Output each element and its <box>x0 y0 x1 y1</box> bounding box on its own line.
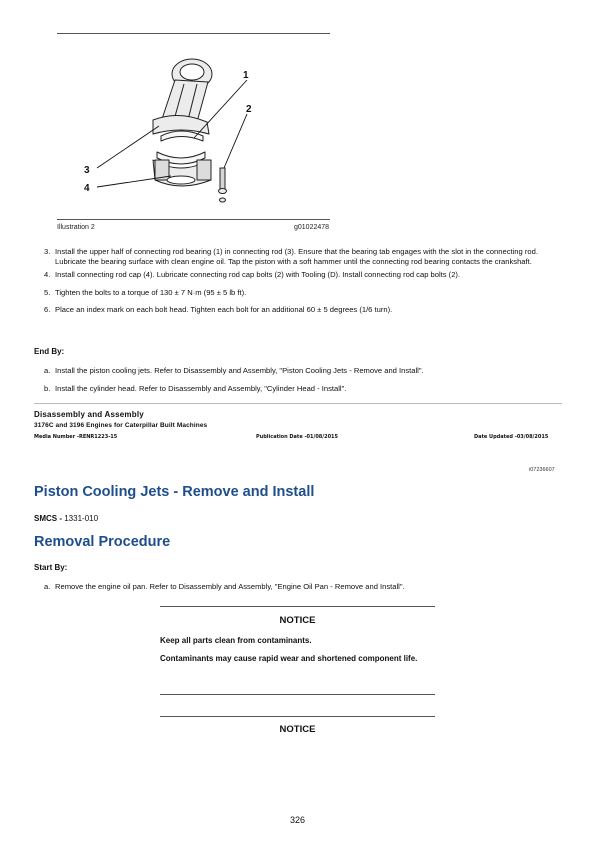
install-steps <box>34 247 564 315</box>
removal-procedure-title: Removal Procedure <box>34 534 171 550</box>
end-by-label: End By: <box>34 347 65 356</box>
step-item <box>34 270 564 280</box>
step-item <box>34 247 564 266</box>
media-number: Media Number -RENR1223-15 <box>34 434 118 440</box>
doc-subtitle: 3176C and 3196 Engines for Caterpillar Built Machines <box>34 422 208 429</box>
notice-line: Contaminants may cause rapid wear and shortened component life. <box>160 654 418 663</box>
step-text: Place an index mark on each bolt head. Tighten each bolt for an additional 60 ± 5 degrees (1/6 turn). <box>55 305 393 315</box>
figure-bottom-rule <box>57 219 330 220</box>
end-by-list <box>34 366 564 393</box>
connecting-rod-illustration <box>57 40 330 215</box>
item-text: Install the cylinder head. Refer to Disassembly and Assembly, "Cylinder Head - Install". <box>55 383 347 393</box>
step-item <box>34 305 564 315</box>
callout-1: 1 <box>243 70 249 81</box>
doc-title: Disassembly and Assembly <box>34 410 144 419</box>
doc-id: i07236607 <box>529 467 555 473</box>
smcs-value: 1331-010 <box>64 514 99 523</box>
item-text: Install the piston cooling jets. Refer to Disassembly and Assembly, "Piston Cooling Jets - Remove and Install". <box>55 366 424 375</box>
figure-caption: Illustration 2 <box>57 224 95 231</box>
step-number: 6. <box>44 305 51 315</box>
step-text: Tighten the bolts to a torque of 130 ± 7 N·m (95 ± 5 lb ft). <box>55 287 247 297</box>
notice-line: Keep all parts clean from contaminants. <box>160 636 312 645</box>
notice-title: NOTICE <box>279 615 316 626</box>
smcs-label: SMCS - <box>34 514 62 523</box>
callout-3: 3 <box>84 165 90 176</box>
figure-id: g01022478 <box>294 224 330 231</box>
notice-top-rule <box>160 716 435 717</box>
item-letter: a. <box>44 582 51 591</box>
section-divider <box>34 403 562 404</box>
date-updated: Date Updated -03/08/2015 <box>474 434 549 440</box>
notice-bottom-rule <box>160 694 435 695</box>
start-by-label: Start By: <box>34 563 68 572</box>
notice-box <box>160 615 435 664</box>
start-by-list <box>34 582 564 592</box>
figure-top-rule <box>57 33 330 34</box>
step-number: 5. <box>44 287 51 297</box>
item-text: Remove the engine oil pan. Refer to Disassembly and Assembly, "Engine Oil Pan - Remove and Install". <box>55 582 405 591</box>
callout-2: 2 <box>246 104 252 115</box>
end-by-item <box>34 366 564 376</box>
page-number: 326 <box>289 815 306 825</box>
notice-title: NOTICE <box>279 724 316 735</box>
step-text: Install the upper half of connecting rod bearing (1) in connecting rod (3). Ensure that the bearing tab engages with the slot in the connecting rod. Lubricate the bearing surface with clean engine oil. Tap the piston with a soft hammer until the connecting rod bearing contacts the crankshaft. <box>55 247 538 266</box>
notice-box <box>160 724 435 735</box>
publication-date: Publication Date -01/08/2015 <box>256 434 339 440</box>
upper-bearing <box>161 131 203 141</box>
section-title: Piston Cooling Jets - Remove and Install <box>34 484 315 500</box>
step-text: Install connecting rod cap (4). Lubricate connecting rod cap bolts (2) with Tooling (D). Install connecting rod cap bolts (2). <box>55 270 461 280</box>
smcs-line <box>34 514 98 523</box>
callout-4: 4 <box>84 183 90 194</box>
step-number: 4. <box>44 270 51 280</box>
item-letter: b. <box>44 383 51 393</box>
end-by-item <box>34 384 564 394</box>
start-by-item <box>34 582 564 592</box>
step-item <box>34 288 564 298</box>
item-letter: a. <box>44 366 51 375</box>
rod-bolt <box>220 168 225 190</box>
step-number: 3. <box>44 247 51 256</box>
notice-top-rule <box>160 606 435 607</box>
